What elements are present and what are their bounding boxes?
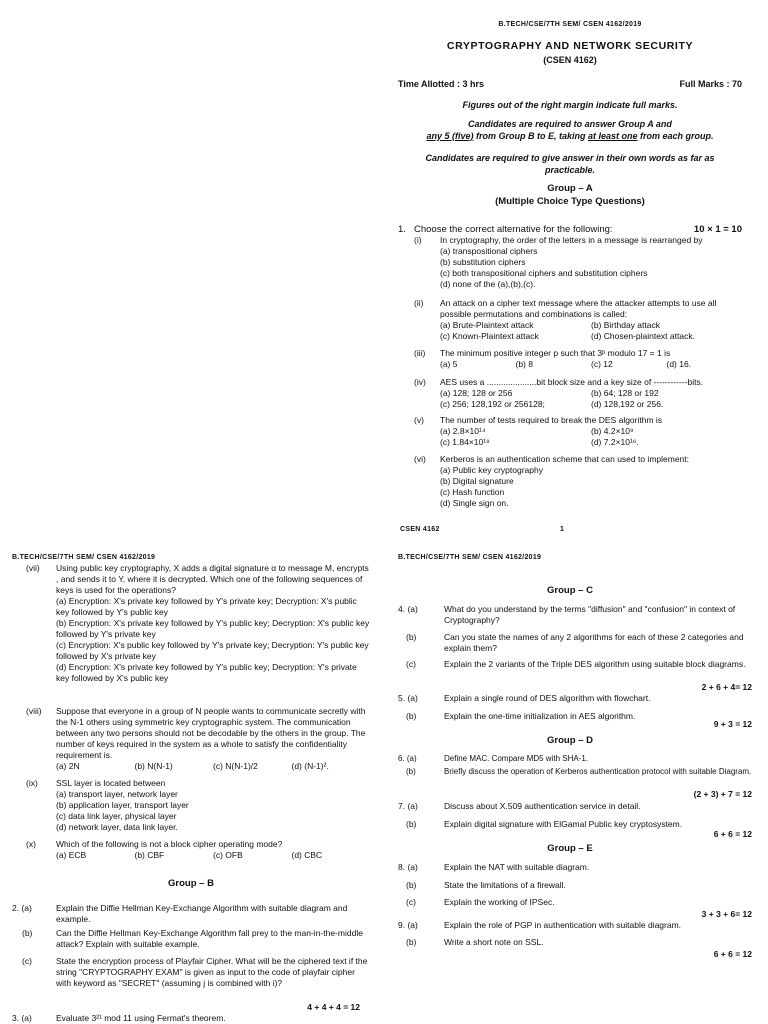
instruction-groups-line2 (398, 131, 742, 143)
mcq-option: (c) 1.84×10¹⁹ (440, 437, 490, 447)
mcq-option: (c) N(N-1)/2 (213, 761, 258, 771)
question-number: 5. (a) (398, 693, 418, 703)
question-text: State the encryption process of Playfair Cipher. What will be the ciphered text if the string "CRYPTOGRAPHY EXAM" is given as input to the code of playfair cipher with keyword as "SECRET" (assuming j is combined with i)? (56, 956, 368, 988)
question-part (398, 862, 754, 873)
question-marks: 6 + 6 = 12 (713, 829, 752, 839)
mcq-number: (ix) (26, 778, 38, 788)
question-part (406, 880, 754, 891)
question-1 (398, 224, 742, 235)
question-number: (b) (406, 711, 417, 721)
question-marks: (2 + 3) + 7 = 12 (693, 789, 752, 799)
mcq-option: (c) Hash function (440, 487, 505, 497)
question-marks: 10 × 1 = 10 (693, 224, 742, 235)
question-text: State the limitations of a firewall. (444, 880, 566, 890)
mcq-text: Kerberos is an authentication scheme that can used to implement: (440, 454, 690, 464)
mcq-option: (b) application layer, transport layer (56, 800, 189, 810)
question-text: Explain a single round of DES algorithm with flowchart. (444, 693, 651, 703)
question-text: Choose the correct alternative for the following: (414, 224, 613, 235)
group-b-heading: Group – B (168, 878, 214, 889)
mcq-option: (b) 8 (515, 359, 533, 369)
question-number: (b) (406, 880, 417, 890)
question-number: (b) (22, 928, 33, 938)
mcq-option: (b) Encryption: X's private key followed by Y's public key; Decryption: X's public key followed by Y's private key (56, 618, 370, 639)
question-number: (b) (406, 767, 416, 776)
question-number: 1. (398, 224, 406, 235)
mcq-option: (b) substitution ciphers (440, 257, 526, 267)
question-part (398, 801, 754, 812)
mcq-number: (ii) (414, 298, 424, 308)
page-header: B.TECH/CSE/7TH SEM/ CSEN 4162/2019 (12, 554, 156, 561)
question-text: Explain the Diffie Hellman Key-Exchange Algorithm with suitable diagram and example. (56, 903, 348, 924)
mcq-text: The minimum positive integer p such that 3ᵖ modulo 17 = 1 is (440, 348, 671, 358)
question-text: Can the Diffie Hellman Key-Exchange Algorithm fall prey to the man-in-the-middle attack? Explain with suitable example. (56, 928, 363, 949)
question-text: Write a short note on SSL. (444, 937, 544, 947)
mcq-option: (b) 64; 128 or 192 (591, 388, 659, 398)
question-number: 2. (a) (12, 903, 32, 913)
mcq-option: (a) transpositional ciphers (440, 246, 538, 256)
instruction-groups-end: from each group. (637, 130, 714, 141)
mcq-option: (a) 5 (440, 359, 458, 369)
full-marks: Full Marks : 70 (679, 79, 742, 89)
mcq-option: (c) 12 (591, 359, 613, 369)
question-part (12, 903, 370, 925)
mcq-text: Using public key cryptography, X adds a digital signature α to message M, encrypts , and sends it to Y, where it is decrypted. Which one of the following sequences of keys is used for the operations? (56, 563, 369, 595)
mcq-number: (vii) (26, 563, 40, 573)
instruction-groups-line1: Candidates are required to answer Group A and (468, 119, 672, 129)
question-part (12, 1013, 370, 1024)
mcq-option: (d) Single sign on. (440, 498, 509, 508)
mcq-option: (b) N(N-1) (134, 761, 173, 771)
mcq-option: (d) 16. (666, 359, 692, 369)
question-marks: 9 + 3 = 12 (713, 719, 752, 729)
question-number: (c) (406, 897, 416, 907)
mcq-option: (d) Chosen-plaintext attack. (591, 331, 695, 341)
mcq-number: (vi) (414, 454, 426, 464)
mcq-option: (b) Digital signature (440, 476, 514, 486)
mcq-number: (iv) (414, 377, 426, 387)
mcq-option: (c) OFB (213, 850, 243, 860)
any-five-emphasis: any 5 (five) (426, 130, 474, 141)
mcq-item (414, 415, 742, 448)
mcq-option: (a) Public key cryptography (440, 465, 543, 475)
question-part (406, 659, 754, 670)
mcq-text: SSL layer is located between (56, 778, 166, 788)
question-number: (b) (406, 632, 417, 642)
question-text: Explain the working of IPSec. (444, 897, 555, 907)
question-part (22, 928, 370, 950)
mcq-text: An attack on a cipher text message where the attacker attempts to use all possible permutations and combinations is called: (440, 298, 717, 319)
mcq-text: In cryptography, the order of the letters in a message is rearranged by (440, 235, 703, 245)
mcq-option: (a) ECB (56, 850, 87, 860)
question-part (398, 604, 754, 626)
question-number: (b) (406, 937, 417, 947)
question-text: Can you state the names of any 2 algorithms for each of these 2 categories and explain them? (444, 632, 744, 653)
question-marks: 4 + 4 + 4 = 12 (307, 1002, 360, 1012)
time-allotted: Time Allotted : 3 hrs (398, 79, 485, 89)
question-part (398, 920, 754, 931)
mcq-option: (a) 128; 128 or 256 (440, 388, 513, 398)
mcq-text: Which of the following is not a block cipher operating mode? (56, 839, 283, 849)
mcq-option: (c) both transpositional ciphers and substitution ciphers (440, 268, 648, 278)
mcq-option: (d) 7.2×10¹⁶. (591, 437, 639, 447)
question-text: Briefly discuss the operation of Kerberos authentication protocol with suitable Diagram. (444, 767, 752, 776)
mcq-option: (c) 256; 128,192 or 256128; (440, 399, 545, 409)
instruction-groups (398, 119, 742, 142)
question-part (406, 767, 754, 778)
question-part (398, 693, 754, 704)
question-text: Discuss about X.509 authentication service in detail. (444, 801, 641, 811)
group-a-heading: Group – A (547, 183, 593, 194)
question-marks: 6 + 6 = 12 (713, 949, 752, 959)
question-part (406, 937, 754, 948)
mcq-option: (a) 2.8×10¹⁴ (440, 426, 486, 436)
mcq-item (414, 377, 742, 410)
question-part (22, 956, 370, 989)
mcq-option: (d) CBC (291, 850, 323, 860)
question-number: 6. (a) (398, 754, 417, 763)
mcq-number: (viii) (26, 706, 42, 716)
instruction-own-words: Candidates are required to give answer in their own words as far as practicable. (425, 153, 715, 175)
question-marks: 2 + 6 + 4= 12 (701, 682, 752, 692)
group-a-subheading: (Multiple Choice Type Questions) (495, 196, 645, 207)
page-header: B.TECH/CSE/7TH SEM/ CSEN 4162/2019 (398, 554, 542, 561)
mcq-text: The number of tests required to break the DES algorithm is (440, 415, 663, 425)
question-number: 4. (a) (398, 604, 418, 614)
mcq-item (414, 298, 742, 342)
mcq-item (26, 706, 370, 772)
mcq-number: (x) (26, 839, 36, 849)
question-number: 7. (a) (398, 801, 418, 811)
question-text: Explain the 2 variants of the Triple DES algorithm using suitable block diagrams. (444, 659, 746, 669)
mcq-item (414, 235, 742, 290)
question-number: (b) (406, 819, 417, 829)
question-text: What do you understand by the terms "diffusion" and "confusion" in context of Cryptography? (444, 604, 736, 625)
question-text: Evaluate 3²¹ mod 11 using Fermat's theorem. (56, 1013, 226, 1023)
group-d-heading: Group – D (547, 735, 593, 746)
instruction-groups-mid: from Group B to E, taking (473, 130, 588, 141)
mcq-option: (a) Brute-Plaintext attack (440, 320, 534, 330)
mcq-number: (v) (414, 415, 424, 425)
mcq-option: (b) Birthday attack (591, 320, 660, 330)
group-e-heading: Group – E (547, 843, 593, 854)
mcq-option: (d) 128,192 or 256. (591, 399, 664, 409)
mcq-item (414, 454, 742, 509)
question-text: Explain the NAT with suitable diagram. (444, 862, 590, 872)
question-number: 3. (a) (12, 1013, 32, 1023)
mcq-option: (c) Known-Plaintext attack (440, 331, 539, 341)
mcq-option: (d) network layer, data link layer. (56, 822, 178, 832)
mcq-text: Suppose that everyone in a group of N people wants to communicate secretly with the N-1 others using symmetric key cryptographic system. The communication between any two persons should not be decodable by the others in the group. The number of keys required in the system as a whole to satisfy the confidentiality requirement is. (56, 706, 366, 760)
question-number: (c) (406, 659, 416, 669)
question-text: Explain digital signature with ElGamal Public key cryptosystem. (444, 819, 683, 829)
mcq-number: (iii) (414, 348, 426, 358)
question-number: 9. (a) (398, 920, 418, 930)
mcq-option: (b) CBF (134, 850, 165, 860)
paper-title: CRYPTOGRAPHY AND NETWORK SECURITY (446, 40, 694, 52)
mcq-option: (a) 2N (56, 761, 80, 771)
mcq-option: (a) Encryption: X's private key followed by Y's private key; Decryption: X's public key followed by Y's public key (56, 596, 357, 617)
mcq-option: (c) data link layer, physical layer (56, 811, 177, 821)
mcq-text: AES uses a .....................bit block size and a key size of ------------bits. (440, 377, 704, 387)
mcq-item (414, 348, 742, 370)
mcq-option: (d) none of the (a),(b),(c). (440, 279, 536, 289)
at-least-one-emphasis: at least one (587, 130, 638, 141)
question-part (406, 632, 754, 654)
question-part (406, 897, 754, 908)
instruction-marks: Figures out of the right margin indicate full marks. (462, 100, 678, 110)
mcq-option: (d) (N-1)². (291, 761, 329, 771)
mcq-item (26, 778, 370, 833)
mcq-item (26, 839, 370, 861)
page-header: B.TECH/CSE/7TH SEM/ CSEN 4162/2019 (498, 21, 642, 28)
question-text: Define MAC. Compare MD5 with SHA-1. (444, 754, 589, 763)
paper-code: (CSEN 4162) (543, 55, 597, 65)
mcq-option: (b) 4.2×10⁹ (591, 426, 634, 436)
footer-code: CSEN 4162 (400, 526, 440, 533)
question-text: Explain the role of PGP in authentication with suitable diagram. (444, 920, 682, 930)
group-c-heading: Group – C (547, 585, 593, 596)
question-text: Explain the one-time initialization in AES algorithm. (444, 711, 636, 721)
mcq-number: (i) (414, 235, 422, 245)
footer-page-number: 1 (560, 526, 565, 533)
question-marks: 3 + 3 + 6= 12 (701, 909, 752, 919)
mcq-item (26, 563, 370, 684)
mcq-option: (c) Encryption: X's public key followed by Y's private key; Decryption: Y's public key followed by X's private key (56, 640, 369, 661)
question-number: 8. (a) (398, 862, 418, 872)
question-part (398, 754, 754, 765)
question-number: (c) (22, 956, 32, 966)
mcq-option: (d) Encryption: X's private key followed by Y's public key; Decryption: Y's private key followed by X's public key (56, 662, 357, 683)
mcq-option: (a) transport layer, network layer (56, 789, 178, 799)
